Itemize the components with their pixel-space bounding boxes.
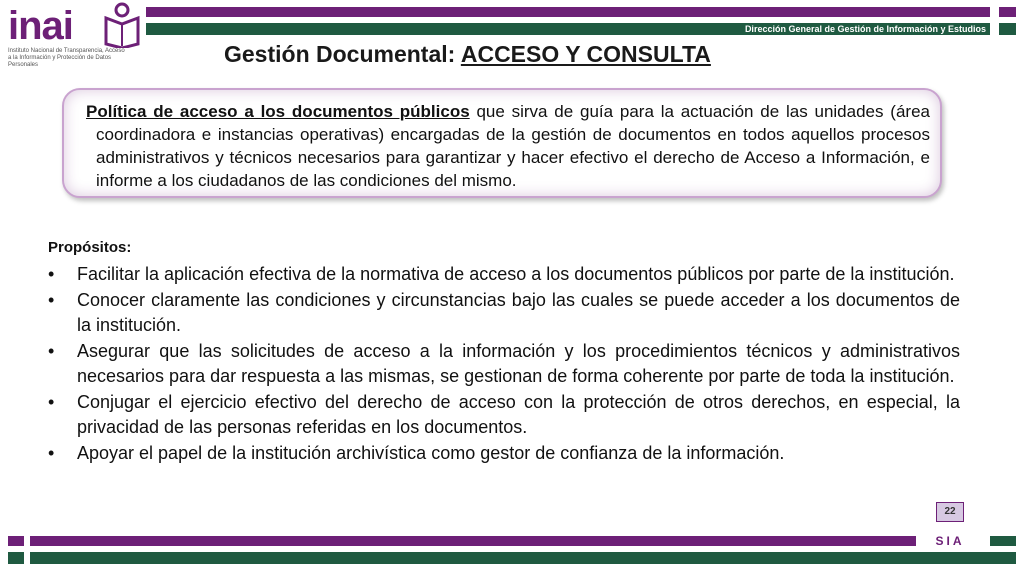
logo-figure-icon — [100, 2, 142, 48]
policy-bold: Política de acceso a los documentos públicos — [86, 102, 470, 121]
title-underlined: ACCESO Y CONSULTA — [460, 41, 711, 67]
list-item-text: Asegurar que las solicitudes de acceso a la información y los procedimientos técnicos y administrativos necesarios para dar respuesta a las mismas, se gestionan de forma coherente por parte de toda la institución. — [77, 340, 960, 386]
policy-rest: que sirva de guía para la actuación de las unidades (área coordinadora e instancias operativas) encargadas de la gestión de documentos en todos aquellos procesos administrativos y técnicos necesarios para garantizar y hacer efectivo el derecho de Acceso a Información, e informe a los ciudadanos de las condiciones del mismo. — [96, 102, 930, 190]
footer-purple-square — [8, 536, 24, 546]
header-purple-bar — [146, 7, 990, 17]
logo-wordmark: inai — [8, 4, 73, 48]
list-item — [48, 339, 960, 390]
list-item — [48, 288, 960, 339]
bullet: • — [48, 264, 55, 284]
bullet: • — [48, 391, 55, 412]
purposes-label: Propósitos: — [48, 239, 132, 256]
page-title — [224, 41, 711, 68]
bullet: • — [48, 442, 55, 463]
bullet: • — [48, 289, 55, 310]
purposes-list — [48, 262, 960, 466]
title-prefix: Gestión Documental: — [224, 41, 461, 67]
list-item — [48, 390, 960, 441]
header-green-bar — [146, 23, 990, 35]
footer-green-bar — [30, 552, 1016, 564]
header-purple-square — [999, 7, 1016, 17]
list-item-text: Conjugar el ejercicio efectivo del derecho de acceso con la protección de otros derechos, en especial, la privacidad de las personas referidas en los documentos. — [77, 391, 960, 437]
page-number: 22 — [936, 502, 964, 522]
policy-text — [86, 100, 930, 192]
list-item-text: Apoyar el papel de la institución archivística como gestor de confianza de la información. — [77, 442, 785, 463]
sia-label: SIA — [935, 534, 965, 548]
bullet: • — [48, 340, 55, 361]
footer-purple-bar — [30, 536, 916, 546]
header-green-square — [999, 23, 1016, 35]
inai-logo — [8, 2, 143, 68]
department-label: Dirección General de Gestión de Información y Estudios — [744, 24, 986, 34]
policy-callout — [62, 88, 942, 198]
logo-subtitle: Instituto Nacional de Transparencia, Acceso a la Información y Protección de Datos Personales — [8, 48, 125, 68]
footer-green-square — [990, 536, 1016, 546]
list-item — [48, 441, 960, 467]
list-item-text: Conocer claramente las condiciones y circunstancias bajo las cuales se puede acceder a los documentos de la institución. — [77, 289, 960, 335]
footer-green-left-square — [8, 552, 24, 564]
list-item — [48, 262, 960, 288]
list-item-text: Facilitar la aplicación efectiva de la normativa de acceso a los documentos públicos por parte de la institución. — [77, 264, 955, 284]
